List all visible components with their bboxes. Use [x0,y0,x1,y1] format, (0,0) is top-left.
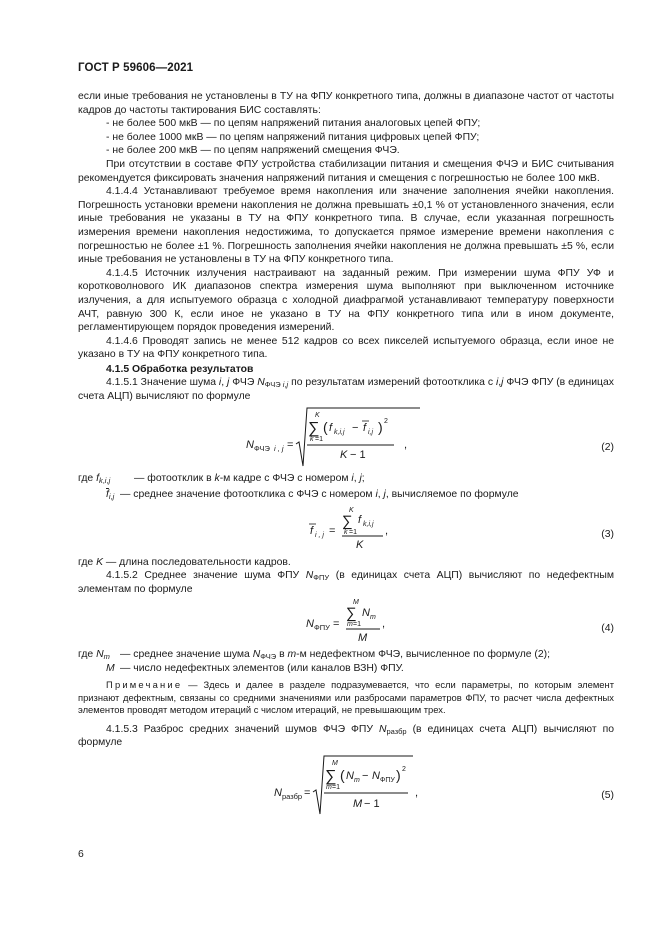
svg-text:K: K [349,506,354,514]
svg-text:∑: ∑ [325,767,337,785]
formula-4-svg [78,596,458,648]
svg-text:M: M [353,797,363,810]
svg-text:): ) [378,418,383,435]
paragraph: 4.1.5.3 Разброс средних значений шумов ФЧЭ ФПУ $N_{разбр}$ (в единицах счета АЦП) вычисляют по формуле [78,723,615,749]
svg-text:−: − [362,769,369,782]
list-item: - не более 200 мкВ — по цепям напряжений смещения ФЧЭ. [106,145,400,157]
svg-text:N: N [372,769,380,782]
svg-text:M: M [353,599,359,607]
paragraph: если иные требования не установлены в ТУ на ФПУ конкретного типа, должны в диапазоне частот от частоты кадров до частоты тактирования БИС составлять: [78,91,614,116]
formula-number: (5) [601,789,614,801]
note: Примечание — Здесь и далее в разделе подразумевается, что если параметры, по которым элемент признают дефектным, связаны со средними значениями или разбросами параметров ФПУ, то расчет числа дефектных элементов проводят методом итераций с числом итераций, не превышающим трех. [78,679,614,716]
svg-text:K: K [356,538,364,551]
svg-text:=1: =1 [353,621,361,629]
svg-text:k,i,j: k,i,j [334,428,345,436]
svg-text:,: , [385,524,389,537]
svg-text:=: = [329,524,336,537]
svg-text:N: N [346,769,354,782]
standard-header: ГОСТ Р 59606—2021 [78,62,194,74]
where-item: M — число недефектных элементов (или каналов ВЗН) ФПУ. [106,663,404,675]
formula-3-svg [78,504,458,556]
svg-text:− 1: − 1 [350,448,366,461]
svg-text:N: N [246,438,254,451]
svg-text:i , j: i , j [315,531,324,539]
formula-number: (4) [601,623,614,635]
svg-text:N: N [362,607,370,620]
where-item: где $f_{k,i,j}$ — фотоотклик в k-м кадре с ФЧЭ с номером i, j; [78,472,365,485]
svg-text:− 1: − 1 [364,797,380,810]
formula-5-svg [78,750,458,820]
svg-text:=: = [287,438,294,451]
formula-2 [78,404,614,472]
formula-number: (2) [601,441,614,453]
paragraph: При отсутствии в составе ФПУ устройства стабилизации питания и смещения ФЧЭ и БИС считывания рекомендуется фиксировать значения напряжений питания и смещения с погрешностью не более 100 мкВ. [78,158,614,184]
svg-text:N: N [306,618,314,631]
svg-text:,: , [382,618,386,631]
document-body [78,90,614,820]
svg-text:−: − [352,421,359,434]
svg-text:f: f [363,421,367,434]
svg-text:=: = [304,786,311,799]
svg-text:m: m [326,783,332,791]
svg-text:M: M [332,759,338,767]
svg-text:M: M [358,632,368,645]
formula-3 [78,504,614,556]
list-item: - не более 500 мкВ — по цепям напряжений питания аналоговых цепей ФПУ; [106,118,481,130]
svg-text:i , j: i , j [274,443,284,453]
page-number: 6 [78,849,84,860]
svg-text:∑: ∑ [342,512,353,530]
paragraph: 4.1.4.5 Источник излучения настраивают на заданный режим. При измерении шума ФПУ УФ и коротковолнового ИК диапазонов спектра измерения шума выполняют при выключенном источнике излучения, а для испытуемого образца с холодной диафрагмой устанавливают температуру поверхности АЧТ, равную 300 К, если иное не указано в ТУ на ФПУ конкретного типа или в ином документе, регламентирующем порядок проведения измерений. [78,267,614,334]
svg-text:ФПУ: ФПУ [314,623,330,633]
list-item: - не более 1000 мкВ — по цепям напряжений питания цифровых цепей ФПУ; [106,131,480,143]
svg-text:f: f [329,421,333,434]
svg-text:f: f [310,524,314,537]
svg-text:K: K [315,411,320,419]
svg-text:N: N [274,786,282,799]
svg-text:∑: ∑ [308,419,320,437]
svg-text:ФЧЭ: ФЧЭ [254,443,270,453]
svg-text:i,j: i,j [368,428,374,436]
svg-text:m: m [354,776,360,784]
svg-text:k: k [344,528,348,536]
paragraph: 4.1.5.1 Значение шума i, j ФЧЭ $N_{ФЧЭ i,j}$ по результатам измерений фотоотклика с i,j ФЧЭ ФПУ (в единицах счета АЦП) вычисляют по формуле [78,377,614,403]
formula-4 [78,596,614,648]
svg-text:m: m [370,614,376,622]
svg-text:∑: ∑ [346,605,357,623]
where-item: где $N_m$ — среднее значение шума $N_{ФЧЭ}$ в m-м недефектном ФЧЭ, вычисленное по формуле (2); [78,649,551,662]
note-label: Примечание [106,679,183,691]
svg-text:разбр: разбр [282,791,303,801]
svg-text:=1: =1 [315,435,323,443]
formula-5 [78,750,614,820]
svg-text:=: = [333,618,340,631]
svg-text:,: , [415,786,419,799]
svg-text:m: m [347,621,353,629]
svg-text:K: K [340,448,348,461]
formula-2-svg [78,404,458,472]
svg-text:,: , [404,438,408,451]
paragraph: 4.1.5.2 Среднее значение шума ФПУ $N_{ФПУ}$ (в единицах счета АЦП) вычисляют по недефектным элементам по формуле [78,570,615,595]
svg-text:f: f [358,513,362,526]
svg-text:(: ( [340,766,345,783]
paragraph: 4.1.4.6 Проводят запись не менее 512 кадров со всех пикселей испытуемого образца, если иное не указано в ТУ на ФПУ конкретного типа. [78,335,614,361]
svg-text:(: ( [323,418,328,435]
svg-text:2: 2 [402,765,406,773]
svg-text:ФПУ: ФПУ [380,776,395,784]
svg-text:=1: =1 [332,783,340,791]
where-item: $\overline{f}_{i,j}$ — среднее значение фотоотклика с ФЧЭ с номером i, j, вычисляемое по формуле [106,488,519,501]
formula-number: (3) [601,528,614,540]
paragraph: 4.1.4.4 Устанавливают требуемое время накопления или значение заполнения ячейки накопления. Погрешность установки времени накопления не должна превышать ±0,1 % от установленного значения, если иные требования не указаны в ТУ на ФПУ конкретного типа. В случае, если указанная погрешность измерения времени накопления недостижима, то допускается прямое измерение времени накопления с погрешностью не более ±1 %. Погрешность заполнения ячейки накопления не должна превышать ±5 %, если иные требования не установлены в ТУ на ФПУ конкретного типа. [78,186,614,266]
section-heading: 4.1.5 Обработка результатов [106,363,254,375]
svg-text:=1: =1 [349,528,357,536]
paragraph: где K — длина последовательности кадров. [78,556,291,568]
svg-text:): ) [396,766,401,783]
svg-text:k: k [310,435,314,443]
svg-text:2: 2 [384,417,388,425]
svg-text:k,i,j: k,i,j [363,520,374,528]
